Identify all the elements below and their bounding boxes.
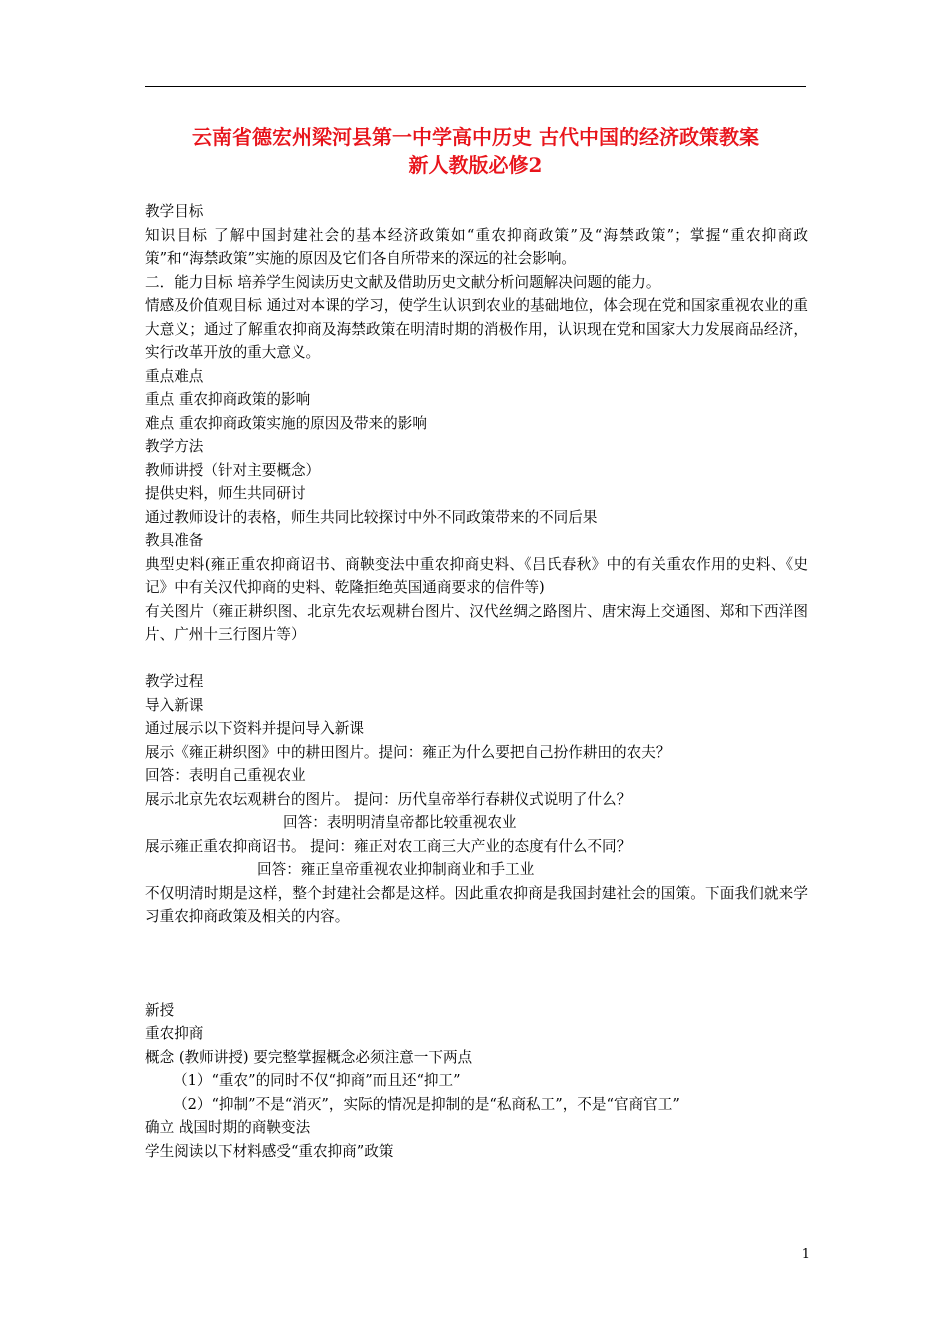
concept-point: （1）“重农”的同时不仅“抑商”而且还“抑工” bbox=[173, 1072, 461, 1089]
method-item: 教师讲授（针对主要概念） bbox=[145, 461, 321, 479]
intro-answer: 回答：雍正皇帝重视农业抑制商业和手工业 bbox=[257, 861, 535, 878]
difficult-point: 难点 重农抑商政策实施的原因及带来的影响 bbox=[145, 414, 427, 432]
concept-line: 概念 (教师讲授) 要完整掌握概念必须注意一下两点 bbox=[145, 1048, 473, 1066]
section-heading: 重农抑商 bbox=[145, 1025, 204, 1042]
intro-line: 展示北京先农坛观耕台的图片。 提问：历代皇帝举行春耕仪式说明了什么？ bbox=[145, 790, 632, 808]
intro-line: 通过展示以下资料并提问导入新课 bbox=[145, 720, 364, 737]
document-body bbox=[145, 200, 808, 1163]
ability-goal: 二．能力目标 培养学生阅读历史文献及借助历史文献分析问题解决问题的能力。 bbox=[145, 273, 661, 291]
knowledge-goal: 知识目标 了解中国封建社会的基本经济政策如“重农抑商政策”及“海禁政策”；掌握“重农抑商政策”和“海禁政策”实施的原因及它们各自所带来的深远的社会影响。 bbox=[145, 226, 808, 267]
document-title-line-2: 新人教版必修2 bbox=[408, 153, 543, 177]
document-title-line-1: 云南省德宏州梁河县第一中学高中历史 古代中国的经济政策教案 bbox=[192, 125, 759, 149]
header-rule bbox=[145, 86, 806, 87]
intro-heading: 导入新课 bbox=[145, 696, 204, 714]
goals-heading: 教学目标 bbox=[145, 203, 204, 220]
intro-answer: 回答：表明明清皇帝都比较重视农业 bbox=[283, 814, 517, 831]
page-number: 1 bbox=[801, 1247, 810, 1262]
intro-line: 回答：表明自己重视农业 bbox=[145, 767, 306, 784]
method-heading: 教学方法 bbox=[145, 438, 204, 455]
method-item: 通过教师设计的表格，师生共同比较探讨中外不同政策带来的不同后果 bbox=[145, 508, 598, 526]
new-heading: 新授 bbox=[145, 1001, 175, 1019]
tools-heading: 教具准备 bbox=[145, 532, 204, 549]
read-line: 学生阅读以下材料感受“重农抑商”政策 bbox=[145, 1142, 394, 1160]
tools-item: 典型史料(雍正重农抑商诏书、商鞅变法中重农抑商史料、《吕氏春秋》中的有关重农作用的史料、《史记》中有关汉代抑商的史料、乾隆拒绝英国通商要求的信件等) bbox=[145, 555, 808, 596]
method-item: 提供史料，师生共同研讨 bbox=[145, 485, 306, 502]
intro-line: 展示雍正重农抑商诏书。 提问：雍正对农工商三大产业的态度有什么不同？ bbox=[145, 837, 632, 855]
concept-point: （2）“抑制”不是“消灭”，实际的情况是抑制的是“私商私工”，不是“官商官工” bbox=[173, 1095, 680, 1113]
process-heading: 教学过程 bbox=[145, 673, 204, 690]
key-heading: 重点难点 bbox=[145, 367, 204, 385]
emotion-goal: 情感及价值观目标 通过对本课的学习，使学生认识到农业的基础地位，体会现在党和国家重视农业的重大意义；通过了解重农抑商及海禁政策在明清时期的消极作用，认识现在党和国家大力发展商品经济，实行改革开放的重大意义。 bbox=[145, 297, 808, 361]
intro-conclusion: 不仅明清时期是这样，整个封建社会都是这样。因此重农抑商是我国封建社会的国策。下面我们就来学习重农抑商政策及相关的内容。 bbox=[145, 884, 808, 925]
establish-line: 确立 战国时期的商鞅变法 bbox=[145, 1119, 311, 1136]
intro-line: 展示《雍正耕织图》中的耕田图片。提问：雍正为什么要把自己扮作耕田的农夫？ bbox=[145, 743, 671, 761]
key-point: 重点 重农抑商政策的影响 bbox=[145, 391, 311, 408]
tools-item: 有关图片（雍正耕织图、北京先农坛观耕台图片、汉代丝绸之路图片、唐宋海上交通图、郑和下西洋图片、广州十三行图片等） bbox=[145, 602, 808, 643]
